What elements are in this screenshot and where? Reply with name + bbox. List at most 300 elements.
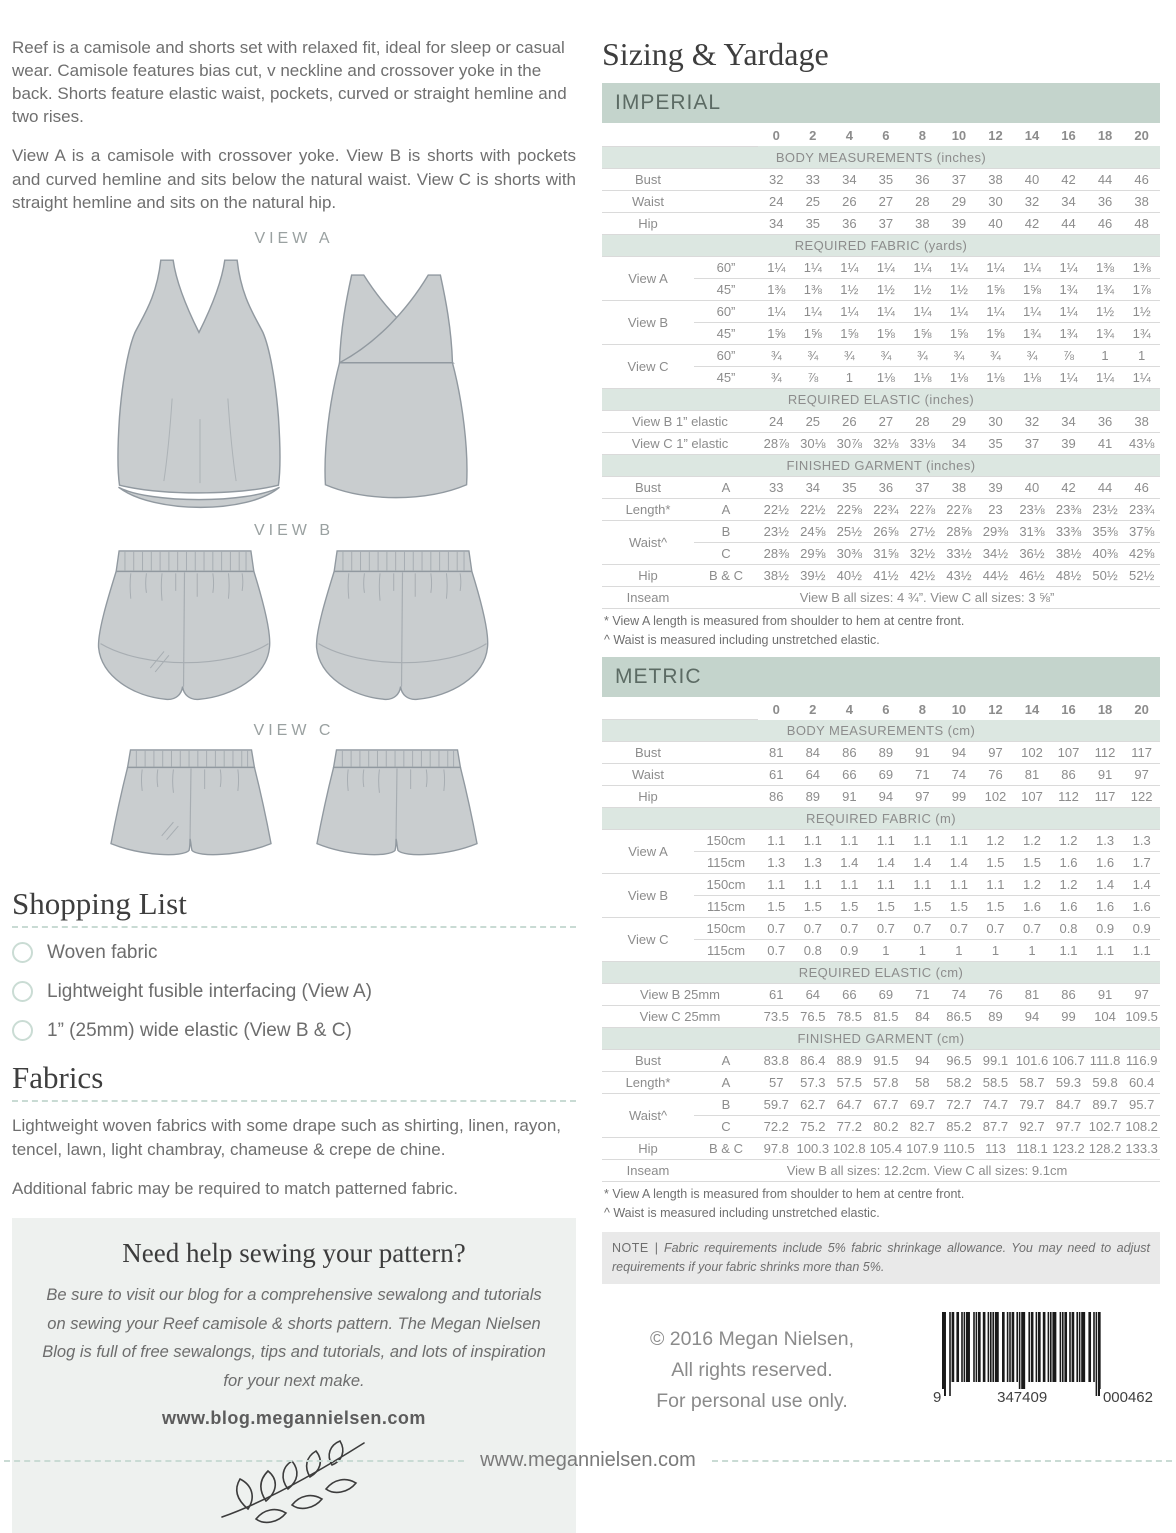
table-row (602, 190, 1160, 212)
value-cell: 91 (1087, 764, 1124, 786)
row-label: View B 25mm (602, 984, 758, 1006)
value-cell: 1.2 (977, 830, 1014, 852)
row-label: View C 25mm (602, 1006, 758, 1028)
note-label: NOTE | (612, 1241, 659, 1255)
value-cell: 1¼ (904, 256, 941, 278)
value-cell: 79.7 (1014, 1094, 1051, 1116)
size-header-cell: 14 (1024, 701, 1040, 717)
table-row (602, 520, 1160, 542)
value-cell: 76.5 (795, 1006, 832, 1028)
value-cell: 1¼ (1050, 300, 1087, 322)
value-cell: 76 (977, 764, 1014, 786)
value-cell: 1 (904, 940, 941, 962)
value-cell: 1.1 (977, 874, 1014, 896)
value-cell: 61 (758, 764, 795, 786)
row-label: Hip (602, 786, 694, 808)
value-cell: 86 (1050, 984, 1087, 1006)
value-cell: 37 (868, 212, 905, 234)
value-cell: 60.4 (1123, 1072, 1160, 1094)
value-cell: 118.1 (1014, 1138, 1051, 1160)
value-cell: 81 (758, 742, 795, 764)
value-cell: 29⅜ (977, 520, 1014, 542)
row-sublabel: A (694, 498, 758, 520)
size-header-cell: 0 (772, 128, 780, 143)
row-label: View B 1” elastic (602, 410, 758, 432)
value-cell: 75.2 (795, 1116, 832, 1138)
value-cell: 40 (977, 212, 1014, 234)
value-cell: 57.3 (795, 1072, 832, 1094)
row-label: Length* (602, 1072, 694, 1094)
value-cell: 30⅛ (795, 432, 832, 454)
value-cell: 97 (977, 742, 1014, 764)
size-header-cell: 16 (1061, 701, 1076, 717)
value-cell: 46 (1123, 168, 1160, 190)
intro-paragraph-1: Reef is a camisole and shorts set with relaxed fit, ideal for sleep or casual wear. Camisole features bias cut, v neckline and crossover yoke in the back. Shorts feature elastic waist, pockets, curved or straight hemline and two rises. (12, 38, 567, 127)
value-cell: 28⅜ (758, 542, 795, 564)
blog-url: www.blog.megannielsen.com (162, 1408, 426, 1429)
value-cell: 28⅝ (941, 520, 978, 542)
value-cell: 117 (1123, 742, 1160, 764)
value-cell: 89 (795, 786, 832, 808)
row-label: Hip (602, 212, 694, 234)
value-cell: 1.1 (941, 874, 978, 896)
row-sublabel (694, 212, 758, 234)
row-sublabel: 45” (694, 366, 758, 388)
value-cell: 0.7 (977, 918, 1014, 940)
view-a-label: VIEW A (254, 229, 334, 247)
span-text-cell: View B all sizes: 12.2cm. View C all sizes: 9.1cm (694, 1160, 1160, 1182)
value-cell: 0.7 (831, 918, 868, 940)
value-cell: 1¼ (1014, 256, 1051, 278)
value-cell: 86.5 (941, 1006, 978, 1028)
list-item (12, 942, 576, 964)
shopping-item-label: Woven fabric (47, 941, 158, 963)
value-cell: 39 (977, 476, 1014, 498)
value-cell: 1½ (831, 278, 868, 300)
imperial-table-container (602, 125, 1160, 609)
shopping-list-title: Shopping List (12, 885, 187, 921)
value-cell: 91 (831, 786, 868, 808)
table-row (602, 1094, 1160, 1116)
table-row (602, 918, 1160, 940)
view-a-illustrations (12, 254, 576, 512)
value-cell: 1.4 (868, 852, 905, 874)
value-cell: 27 (868, 410, 905, 432)
value-cell: 113 (977, 1138, 1014, 1160)
value-cell: 66 (831, 764, 868, 786)
value-cell: 1 (1123, 344, 1160, 366)
value-cell: 1.4 (831, 852, 868, 874)
value-cell: 0.7 (758, 918, 795, 940)
value-cell: 81 (1014, 984, 1051, 1006)
value-cell: 31⅝ (868, 542, 905, 564)
value-cell: 1.1 (795, 874, 832, 896)
value-cell: 1⅛ (941, 366, 978, 388)
row-sublabel: 45” (694, 322, 758, 344)
table-row (602, 432, 1160, 454)
value-cell: 29 (941, 190, 978, 212)
value-cell: 59.3 (1050, 1072, 1087, 1094)
row-sublabel: 60” (694, 256, 758, 278)
table-row (602, 764, 1160, 786)
value-cell: 1 (868, 940, 905, 962)
value-cell: 86 (831, 742, 868, 764)
value-cell: ¾ (868, 344, 905, 366)
row-sublabel: C (694, 542, 758, 564)
value-cell: 82.7 (904, 1116, 941, 1138)
value-cell: 1 (977, 940, 1014, 962)
value-cell: 59.7 (758, 1094, 795, 1116)
size-header-cell: 6 (882, 701, 890, 717)
value-cell: 34 (831, 168, 868, 190)
value-cell: 96.5 (941, 1050, 978, 1072)
value-cell: 23¾ (1123, 498, 1160, 520)
value-cell: 30 (977, 410, 1014, 432)
value-cell: 76 (977, 984, 1014, 1006)
value-cell: 87.7 (977, 1116, 1014, 1138)
row-sublabel: 115cm (694, 896, 758, 918)
value-cell: 23⅛ (1014, 498, 1051, 520)
row-label: Waist^ (602, 1094, 694, 1138)
row-sublabel: B (694, 1094, 758, 1116)
value-cell: 32 (1014, 410, 1051, 432)
value-cell: 64.7 (831, 1094, 868, 1116)
size-header-cell: 2 (809, 701, 817, 717)
section-band-row (602, 146, 1160, 168)
value-cell: 1⅜ (758, 278, 795, 300)
value-cell: 116.9 (1123, 1050, 1160, 1072)
value-cell: 48 (1123, 212, 1160, 234)
value-cell: 104 (1087, 1006, 1124, 1028)
row-sublabel: 150cm (694, 874, 758, 896)
sizing-yardage-title: Sizing & Yardage (602, 36, 829, 72)
value-cell: 52½ (1123, 564, 1160, 586)
value-cell: 26 (831, 190, 868, 212)
table-row (602, 1072, 1160, 1094)
value-cell: 39 (1050, 432, 1087, 454)
value-cell: 1.5 (977, 852, 1014, 874)
table-row (602, 1160, 1160, 1182)
copyright-block (602, 1310, 902, 1418)
row-label: Waist^ (602, 520, 694, 564)
size-header-cell: 16 (1061, 128, 1076, 143)
value-cell: 1.1 (868, 874, 905, 896)
value-cell: 38½ (1050, 542, 1087, 564)
table-row (602, 212, 1160, 234)
value-cell: 35 (868, 168, 905, 190)
value-cell: 34 (1050, 190, 1087, 212)
value-cell: 1¾ (1087, 322, 1124, 344)
value-cell: 1⅛ (868, 366, 905, 388)
row-label: View B (602, 300, 694, 344)
value-cell: 22⅞ (904, 498, 941, 520)
table-row (602, 564, 1160, 586)
row-sublabel (694, 168, 758, 190)
value-cell: 1.3 (1123, 830, 1160, 852)
value-cell: 86 (758, 786, 795, 808)
value-cell: 74.7 (977, 1094, 1014, 1116)
value-cell: 0.7 (941, 918, 978, 940)
copyright-line: © 2016 Megan Nielsen, (649, 1327, 855, 1350)
value-cell: 61 (758, 984, 795, 1006)
footer-url: www.megannielsen.com (480, 1449, 696, 1471)
value-cell: 44 (1050, 212, 1087, 234)
metric-size-table (602, 699, 1160, 1183)
value-cell: 35 (795, 212, 832, 234)
section-band-row (602, 388, 1160, 410)
page-footer (0, 1449, 1176, 1472)
value-cell: 107.9 (904, 1138, 941, 1160)
value-cell: ¾ (941, 344, 978, 366)
value-cell: 46 (1123, 476, 1160, 498)
value-cell: 40⅜ (1087, 542, 1124, 564)
empty-cell (602, 125, 758, 146)
value-cell: 37 (904, 476, 941, 498)
value-cell: 1¾ (1014, 322, 1051, 344)
value-cell: 37 (1014, 432, 1051, 454)
fabrics-paragraph-1: Lightweight woven fabrics with some drape such as shirting, linen, rayon, tencel, lawn, light chambray, chameuse & crepe de chine. (12, 1115, 562, 1160)
value-cell: 1.5 (941, 896, 978, 918)
value-cell: 36 (831, 212, 868, 234)
value-cell: 34 (941, 432, 978, 454)
value-cell: 23⅜ (1050, 498, 1087, 520)
section-band-row (602, 234, 1160, 256)
value-cell: 39 (941, 212, 978, 234)
table-row (602, 256, 1160, 278)
metric-footnote-1: * View A length is measured from shoulder to hem at centre front. (604, 1187, 965, 1201)
value-cell: ⅞ (795, 366, 832, 388)
value-cell: 1 (831, 366, 868, 388)
value-cell: 1¼ (868, 300, 905, 322)
size-header-cell: 18 (1097, 701, 1113, 717)
value-cell: 0.9 (1123, 918, 1160, 940)
shrinkage-note (602, 1232, 1160, 1284)
value-cell: 86.4 (795, 1050, 832, 1072)
value-cell: 34½ (977, 542, 1014, 564)
value-cell: 102 (977, 786, 1014, 808)
value-cell: 1.3 (758, 852, 795, 874)
circle-bullet-icon (12, 942, 33, 963)
value-cell: 37 (941, 168, 978, 190)
row-label: View C (602, 918, 694, 962)
row-label: Hip (602, 1138, 694, 1160)
value-cell: 112 (1087, 742, 1124, 764)
value-cell: 107 (1050, 742, 1087, 764)
value-cell: 73.5 (758, 1006, 795, 1028)
imperial-footnote-1: * View A length is measured from shoulder to hem at centre front. (604, 613, 965, 628)
value-cell: 1¼ (795, 256, 832, 278)
value-cell: 123.2 (1050, 1138, 1087, 1160)
value-cell: 97 (1123, 984, 1160, 1006)
barcode (930, 1310, 1160, 1406)
value-cell: 46½ (1014, 564, 1051, 586)
value-cell: ¾ (758, 366, 795, 388)
value-cell: 99 (941, 786, 978, 808)
barcode-digits (930, 1389, 1160, 1406)
value-cell: 1⅛ (977, 366, 1014, 388)
value-cell: 1.2 (1050, 830, 1087, 852)
value-cell: 30 (977, 190, 1014, 212)
value-cell: 89.7 (1087, 1094, 1124, 1116)
row-sublabel: 115cm (694, 940, 758, 962)
value-cell: 28 (904, 410, 941, 432)
value-cell: 69 (868, 764, 905, 786)
value-cell: 22¾ (868, 498, 905, 520)
value-cell: 57.5 (831, 1072, 868, 1094)
section-band: BODY MEASUREMENTS (inches) (602, 146, 1160, 168)
value-cell: ¾ (1014, 344, 1051, 366)
value-cell: 1¼ (1123, 366, 1160, 388)
shopping-list-divider (12, 926, 576, 928)
value-cell: 1.2 (1050, 874, 1087, 896)
value-cell: 1½ (868, 278, 905, 300)
value-cell: 81.5 (868, 1006, 905, 1028)
row-sublabel: A (694, 1072, 758, 1094)
value-cell: 38 (1123, 410, 1160, 432)
value-cell: 1.6 (1050, 852, 1087, 874)
value-cell: 34 (1050, 410, 1087, 432)
value-cell: 41 (1087, 432, 1124, 454)
value-cell: 1⅝ (941, 322, 978, 344)
section-band: REQUIRED FABRIC (yards) (602, 234, 1160, 256)
value-cell: 23½ (1087, 498, 1124, 520)
value-cell: 1.4 (941, 852, 978, 874)
size-header-cell: 2 (809, 128, 817, 143)
value-cell: 102.8 (831, 1138, 868, 1160)
row-label: Waist (602, 190, 694, 212)
value-cell: 1¼ (977, 256, 1014, 278)
value-cell: 107 (1014, 786, 1051, 808)
value-cell: 1⅝ (831, 322, 868, 344)
value-cell: 35 (977, 432, 1014, 454)
value-cell: 1.1 (1087, 940, 1124, 962)
value-cell: 32½ (904, 542, 941, 564)
section-band-row (602, 808, 1160, 830)
row-label: Hip (602, 564, 694, 586)
value-cell: 40 (1014, 476, 1051, 498)
value-cell: 1.1 (904, 874, 941, 896)
circle-bullet-icon (12, 1020, 33, 1041)
value-cell: 42⅝ (1123, 542, 1160, 564)
value-cell: 97 (1123, 764, 1160, 786)
value-cell: 22½ (795, 498, 832, 520)
row-label: Length* (602, 498, 694, 520)
value-cell: 1.3 (795, 852, 832, 874)
row-label: Bust (602, 476, 694, 498)
value-cell: 33⅜ (1050, 520, 1087, 542)
row-sublabel: 45” (694, 278, 758, 300)
view-c-illustrations (12, 746, 576, 868)
value-cell: 38 (941, 476, 978, 498)
value-cell: 1.5 (977, 896, 1014, 918)
value-cell: 111.8 (1087, 1050, 1124, 1072)
value-cell: 1⅜ (1087, 256, 1124, 278)
value-cell: 84 (904, 1006, 941, 1028)
barcode-bars (938, 1310, 1152, 1398)
value-cell: 0.7 (795, 918, 832, 940)
value-cell: 27½ (904, 520, 941, 542)
value-cell: 39½ (795, 564, 832, 586)
table-row (602, 1006, 1160, 1028)
fabrics-paragraph-2: Additional fabric may be required to match patterned fabric. (12, 1179, 459, 1199)
row-label: View B (602, 874, 694, 918)
value-cell: 58.5 (977, 1072, 1014, 1094)
value-cell: 99 (1050, 1006, 1087, 1028)
barcode-digit-group: 9 (930, 1389, 944, 1406)
value-cell: 1⅝ (868, 322, 905, 344)
value-cell: 1.6 (1087, 852, 1124, 874)
value-cell: 1⅜ (795, 278, 832, 300)
value-cell: 100.3 (795, 1138, 832, 1160)
row-label: Inseam (602, 1160, 694, 1182)
fabrics-title: Fabrics (12, 1059, 104, 1095)
list-item (12, 981, 576, 1003)
value-cell: 1.2 (1014, 874, 1051, 896)
copyright-line: For personal use only. (656, 1389, 848, 1412)
fabrics-divider (12, 1100, 576, 1102)
value-cell: 1⅝ (977, 278, 1014, 300)
span-text-cell: View B all sizes: 4 ¾”. View C all sizes: 3 ⅝” (694, 586, 1160, 608)
value-cell: 1½ (1087, 300, 1124, 322)
value-cell: 95.7 (1123, 1094, 1160, 1116)
value-cell: 42 (1050, 476, 1087, 498)
value-cell: 34 (795, 476, 832, 498)
empty-cell (602, 699, 758, 720)
shopping-list (12, 942, 576, 1042)
right-column (588, 6, 1164, 1452)
value-cell: 43½ (941, 564, 978, 586)
value-cell: 1.6 (1014, 896, 1051, 918)
size-header-cell: 4 (845, 128, 853, 143)
value-cell: 1.5 (904, 896, 941, 918)
size-header-cell: 10 (951, 701, 967, 717)
value-cell: 1⅞ (1123, 278, 1160, 300)
value-cell: 31⅜ (1014, 520, 1051, 542)
imperial-band: IMPERIAL (602, 83, 1160, 123)
section-band-row (602, 962, 1160, 984)
value-cell: 42½ (904, 564, 941, 586)
row-sublabel (694, 786, 758, 808)
value-cell: 102.7 (1087, 1116, 1124, 1138)
section-band: BODY MEASUREMENTS (cm) (602, 720, 1160, 742)
value-cell: 23 (977, 498, 1014, 520)
value-cell: 94 (941, 742, 978, 764)
size-header-cell: 8 (918, 701, 926, 717)
value-cell: 91.5 (868, 1050, 905, 1072)
value-cell: 1.5 (1014, 852, 1051, 874)
section-band-row (602, 1028, 1160, 1050)
value-cell: 1⅝ (758, 322, 795, 344)
size-header-cell: 12 (988, 701, 1003, 717)
value-cell: ¾ (904, 344, 941, 366)
value-cell: 44½ (977, 564, 1014, 586)
value-cell: 28⅞ (758, 432, 795, 454)
row-sublabel: 150cm (694, 830, 758, 852)
value-cell: 1 (1087, 344, 1124, 366)
copyright-barcode-row (602, 1310, 1160, 1418)
value-cell: 66 (831, 984, 868, 1006)
size-header-cell: 12 (988, 128, 1003, 143)
value-cell: 89 (868, 742, 905, 764)
size-header-cell: 14 (1024, 128, 1040, 143)
value-cell: 57 (758, 1072, 795, 1094)
size-header-cell: 20 (1134, 701, 1149, 717)
value-cell: 128.2 (1087, 1138, 1124, 1160)
value-cell: 1.1 (758, 830, 795, 852)
value-cell: 64 (795, 984, 832, 1006)
value-cell: ¾ (758, 344, 795, 366)
value-cell: 0.7 (904, 918, 941, 940)
